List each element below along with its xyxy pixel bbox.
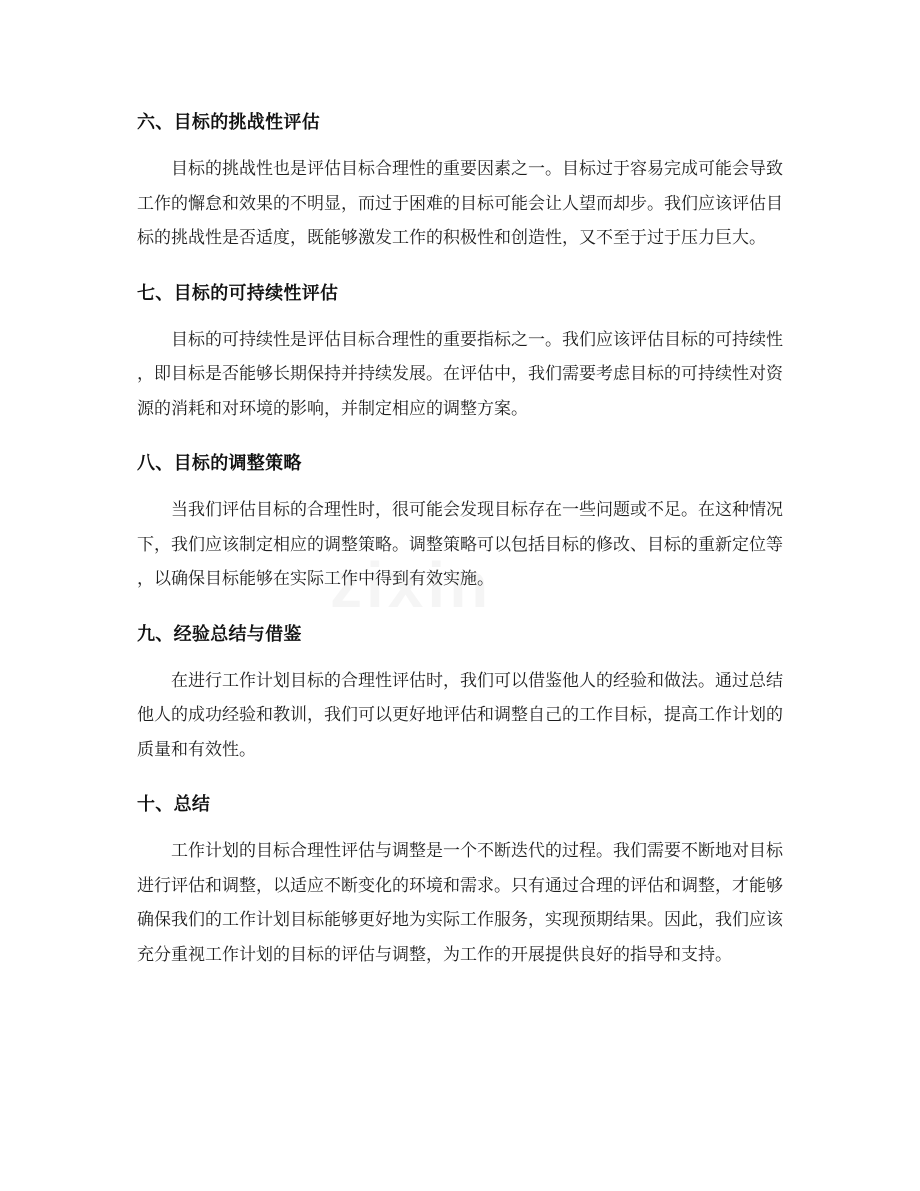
section-experience [137, 618, 783, 768]
section-paragraph: 在进行工作计划目标的合理性评估时，我们可以借鉴他人的经验和做法。通过总结他人的成功经验和教训，我们可以更好地评估和调整自己的工作目标，提高工作计划的质量和有效性。 [137, 670, 783, 760]
section-summary [137, 788, 783, 972]
section-sustainability [137, 277, 783, 427]
section-heading: 七、目标的可持续性评估 [137, 282, 339, 304]
section-paragraph: 当我们评估目标的合理性时，很可能会发现目标存在一些问题或不足。在这种情况下，我们应该制定相应的调整策略。调整策略可以包括目标的修改、目标的重新定位等，以确保目标能够在实际工作中得到有效实施。 [137, 500, 783, 589]
section-heading: 十、总结 [137, 794, 211, 815]
document-content [137, 106, 783, 993]
section-heading: 八、目标的调整策略 [137, 453, 302, 474]
section-adjustment-strategy [137, 447, 783, 597]
section-heading: 六、目标的挑战性评估 [137, 112, 320, 133]
section-paragraph: 工作计划的目标合理性评估与调整是一个不断迭代的过程。我们需要不断地对目标进行评估和调整，以适应不断变化的环境和需求。只有通过合理的评估和调整，才能够确保我们的工作计划目标能够更好地为实际工作服务，实现预期结果。因此，我们应该充分重视工作计划的目标的评估与调整，为工作的开展提供良好的指导和支持。 [137, 841, 783, 965]
section-heading: 九、经验总结与借鉴 [137, 623, 302, 645]
section-paragraph: 目标的可持续性是评估目标合理性的重要指标之一。我们应该评估目标的可持续性，即目标是否能够长期保持并持续发展。在评估中，我们需要考虑目标的可持续性对资源的消耗和对环境的影响，并制定相应的调整方案。 [137, 329, 783, 419]
section-paragraph: 目标的挑战性也是评估目标合理性的重要因素之一。目标过于容易完成可能会导致工作的懈怠和效果的不明显，而过于困难的目标可能会让人望而却步。我们应该评估目标的挑战性是否适度，既能够激发工作的积极性和创造性，又不至于过于压力巨大。 [137, 159, 783, 248]
section-challenge [137, 106, 783, 256]
